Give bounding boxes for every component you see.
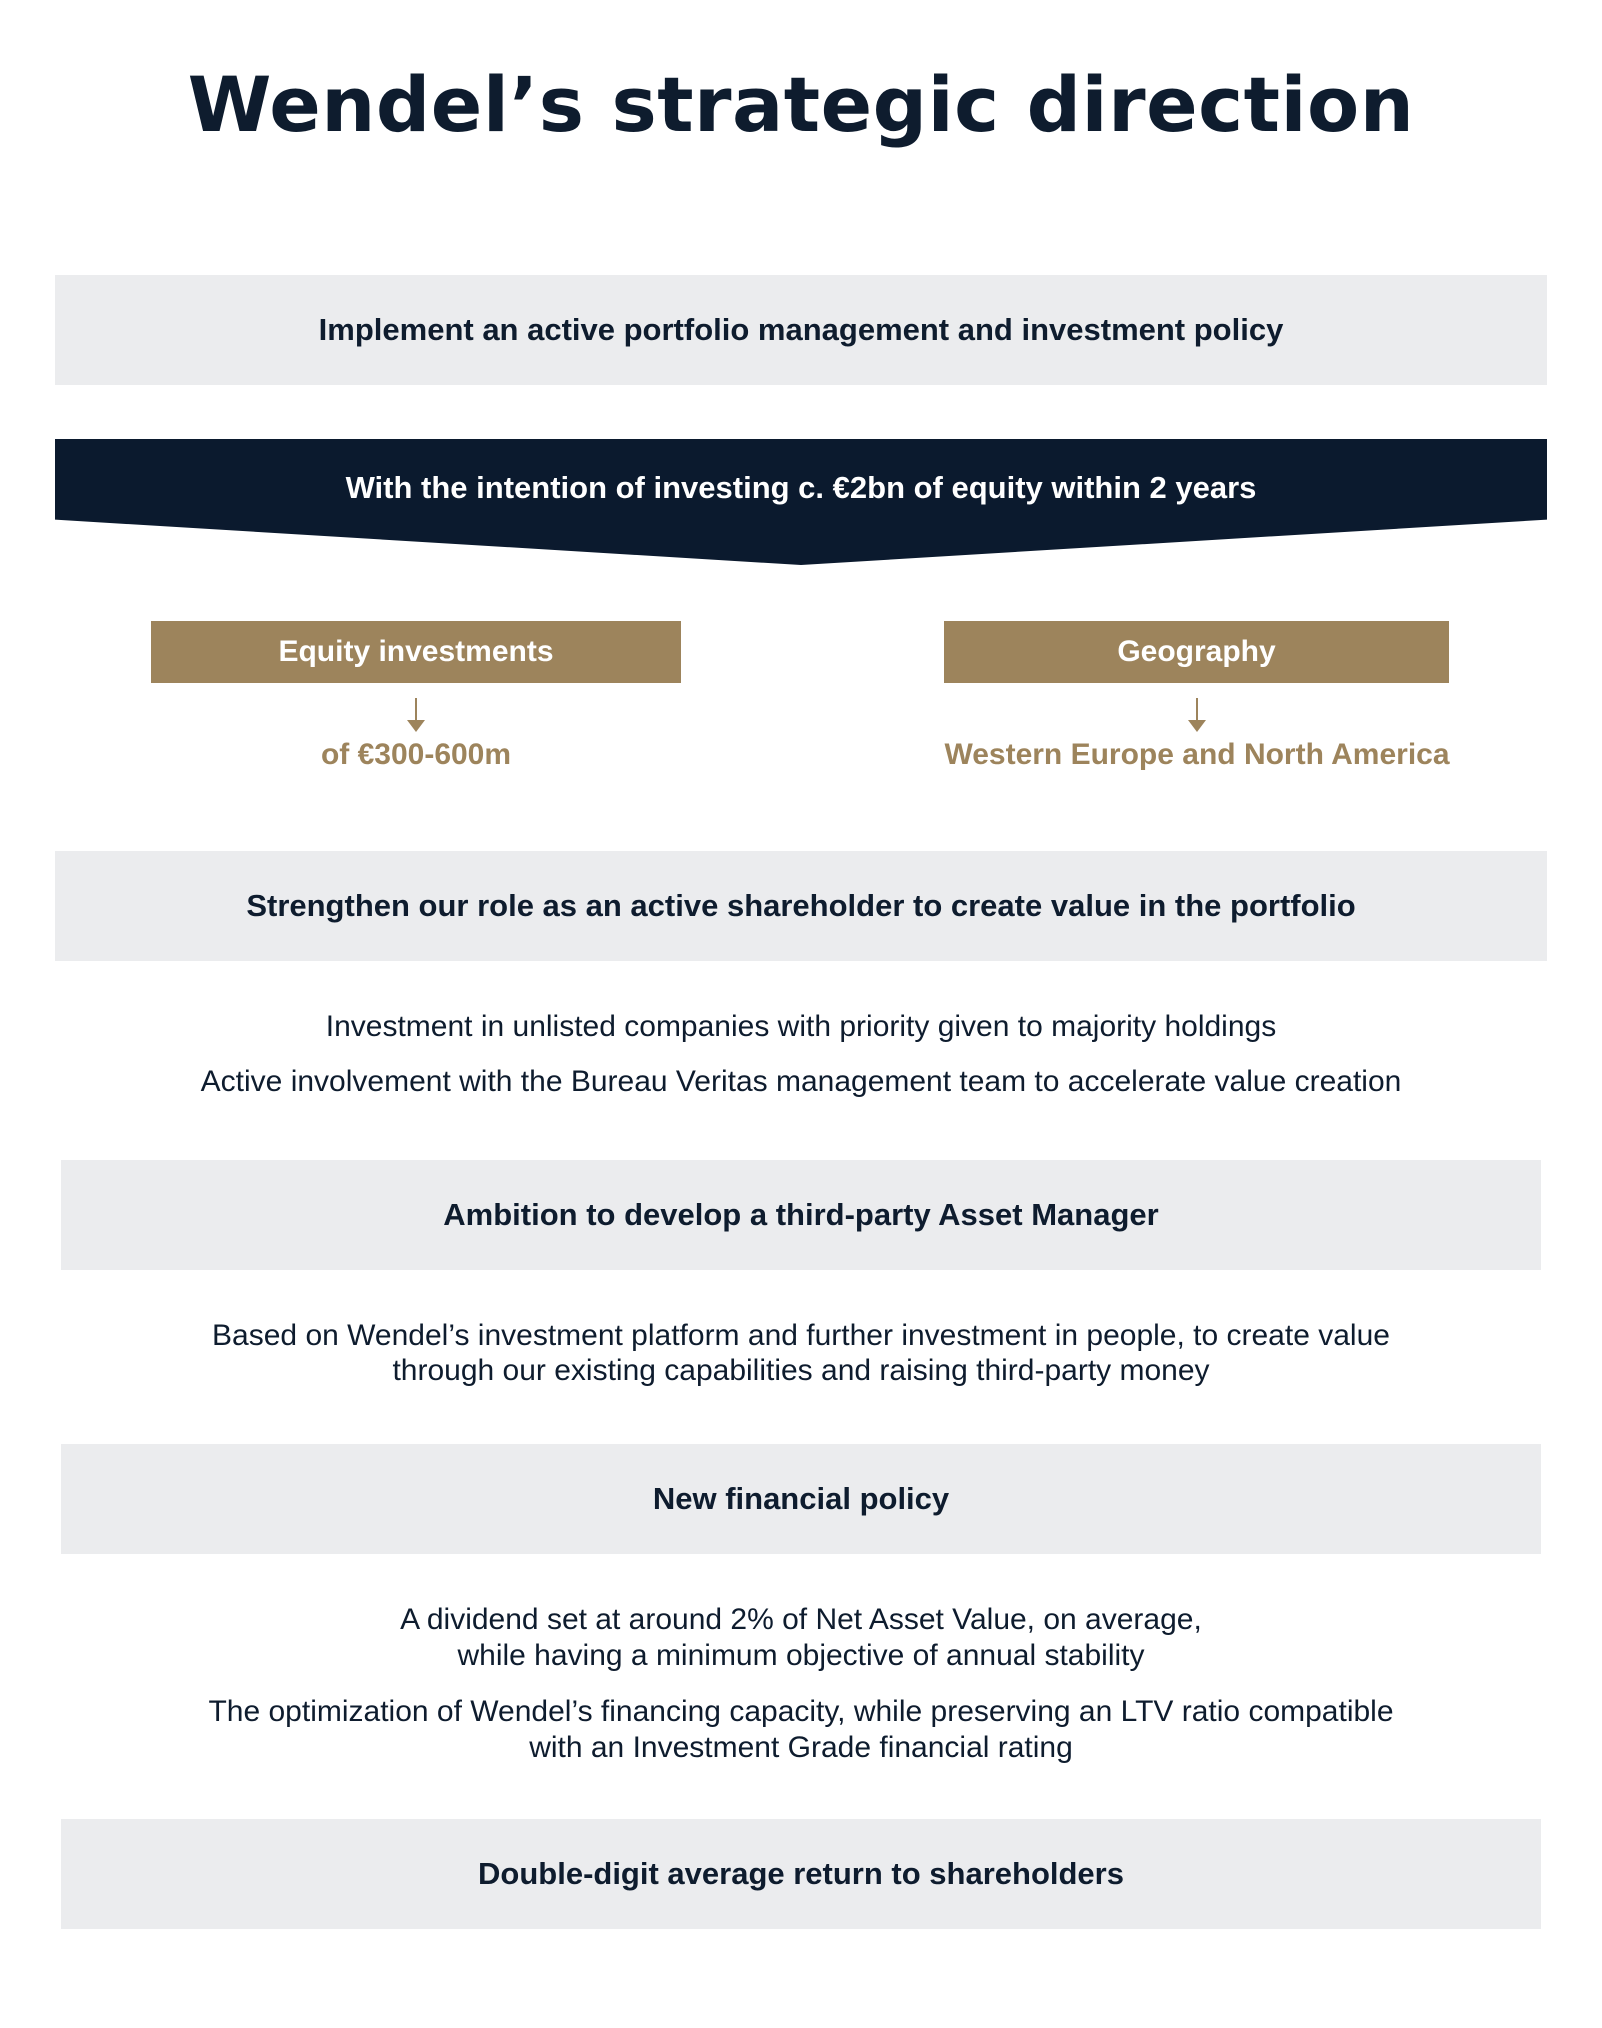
asset-manager-band	[61, 1160, 1541, 1270]
shareholder-return-band	[61, 1819, 1541, 1929]
arrow-down-icon	[404, 698, 428, 734]
asset-manager-line-1: Based on Wendel’s investment platform and further investment in people, to create value	[212, 1319, 1390, 1352]
equity-investments-box	[151, 621, 681, 683]
equity-investments-label: Equity investments	[278, 635, 554, 668]
financial-policy-line-1: A dividend set at around 2% of Net Asset Value, on average,	[400, 1603, 1202, 1636]
financial-policy-line-2: while having a minimum objective of annual stability	[457, 1639, 1145, 1672]
active-shareholder-heading: Strengthen our role as an active shareholder to create value in the portfolio	[246, 888, 1356, 923]
financial-policy-heading: New financial policy	[652, 1481, 950, 1516]
asset-manager-line-2: through our existing capabilities and raising third-party money	[392, 1354, 1210, 1387]
active-shareholder-line-1: Investment in unlisted companies with priority given to majority holdings	[325, 1010, 1277, 1043]
active-shareholder-line-2: Active involvement with the Bureau Veritas management team to accelerate value creation	[200, 1065, 1402, 1098]
geography-label: Geography	[1117, 635, 1276, 668]
asset-manager-heading: Ambition to develop a third-party Asset Manager	[443, 1197, 1159, 1232]
equity-investments-value: of €300-600m	[320, 738, 512, 771]
active-shareholder-band	[55, 851, 1547, 961]
page-title: Wendel’s strategic direction	[187, 60, 1415, 149]
geography-value: Western Europe and North America	[944, 738, 1450, 771]
geography-box	[944, 621, 1449, 683]
portfolio-policy-band	[55, 275, 1547, 385]
financial-policy-line-4: with an Investment Grade financial rating	[529, 1731, 1073, 1764]
portfolio-policy-heading: Implement an active portfolio management and investment policy	[318, 312, 1284, 347]
arrow-down-icon	[1185, 698, 1209, 734]
investment-banner-text: With the intention of investing c. €2bn of equity within 2 years	[345, 470, 1257, 505]
financial-policy-line-3: The optimization of Wendel’s financing capacity, while preserving an LTV ratio compatible	[208, 1695, 1394, 1728]
shareholder-return-heading: Double-digit average return to shareholders	[478, 1856, 1124, 1891]
financial-policy-band	[61, 1444, 1541, 1554]
